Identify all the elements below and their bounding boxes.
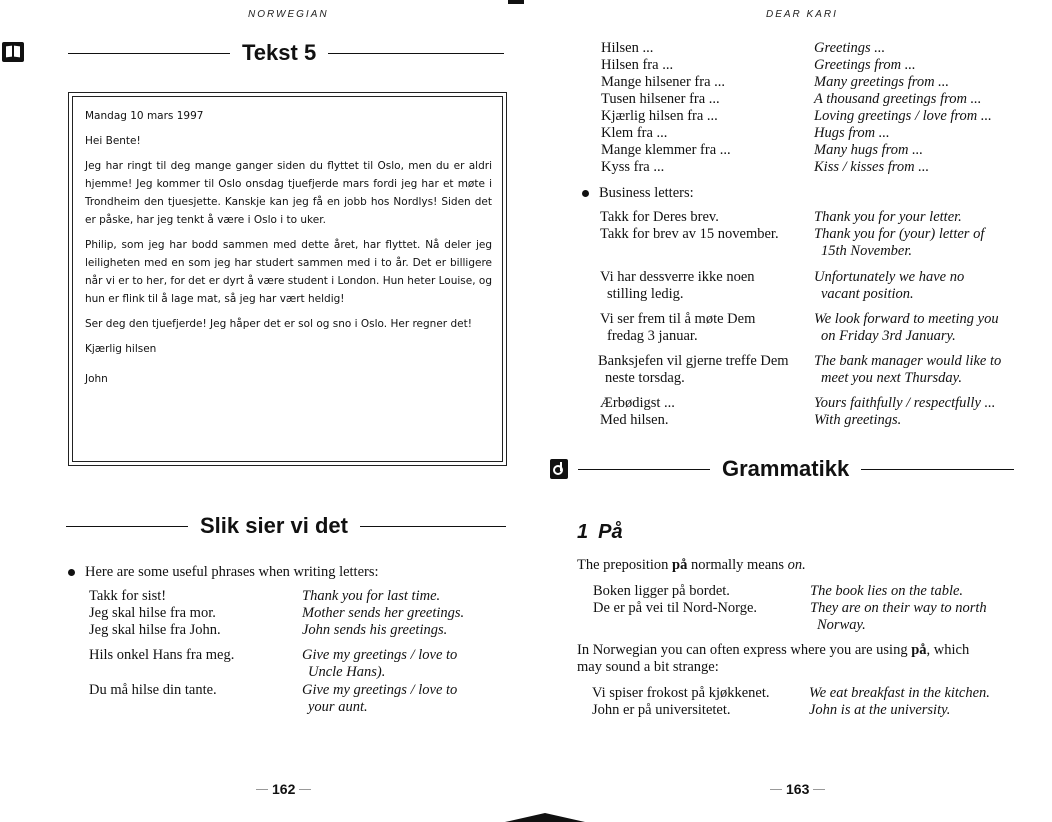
phrase-norwegian: John er på universitetet. — [592, 702, 731, 718]
letter-signature: John — [85, 373, 108, 385]
phrase-row — [600, 395, 1001, 412]
phrases-intro — [68, 564, 379, 581]
phrase-english-line: We look forward to meeting you — [814, 311, 999, 327]
phrase-english: Yours faithfully / respectfully ... — [814, 395, 996, 411]
pa-intro-text: The preposition — [577, 557, 669, 573]
phrase-english: With greetings. — [814, 412, 902, 428]
open-book-icon — [2, 42, 24, 62]
phrase-english: Many greetings from ... — [814, 74, 950, 90]
phrase-row — [592, 702, 990, 719]
phrase-norwegian-line: fredag 3 januar. — [607, 328, 698, 344]
phrase-norwegian-line: stilling ledig. — [607, 286, 684, 302]
phrases-list — [89, 588, 464, 716]
page-number-left — [252, 781, 315, 797]
phrase-norwegian: Takk for sist! — [89, 588, 167, 604]
running-head-right: DEAR KARI — [766, 9, 838, 20]
pa-examples-1 — [593, 583, 987, 634]
pa-paragraph-2 — [577, 642, 1027, 676]
left-page — [0, 0, 520, 822]
phrase-row — [601, 40, 992, 57]
business-phrases-list — [600, 209, 1001, 429]
phrase-english-line: Give my greetings / love to — [302, 647, 458, 663]
heading-rule-left — [578, 469, 710, 470]
phrase-english: A thousand greetings from ... — [814, 91, 982, 107]
tekst-heading — [68, 40, 504, 66]
business-intro-text: Business letters: — [599, 185, 694, 201]
page-number-dash — [813, 789, 825, 790]
section-title: Grammatikk — [722, 456, 850, 481]
phrase-row — [601, 91, 992, 108]
phrase-row — [593, 600, 987, 634]
phrase-norwegian — [598, 353, 814, 387]
phrase-english: Greetings ... — [814, 40, 886, 56]
phrase-english: Loving greetings / love from ... — [814, 108, 992, 124]
phrase-row — [601, 142, 992, 159]
phrases-intro-text: Here are some useful phrases when writing letters: — [85, 564, 379, 580]
letter-body — [72, 96, 503, 462]
phrase-norwegian — [600, 269, 814, 303]
phrase-row — [89, 647, 464, 681]
phrase-norwegian: Hils onkel Hans fra meg. — [89, 647, 235, 663]
letter-closing: Kjærlig hilsen — [85, 343, 157, 355]
subsection-title: På — [598, 521, 623, 543]
phrase-english-line: Norway. — [817, 617, 866, 633]
phrase-row — [601, 159, 992, 176]
letter-paragraph: Philip, som jeg har bodd sammen med dette året, har flyttet. Nå deler jeg leiligheten med en som jeg har studert sammen med i to år. Det er billigere når vi er to her, for det er dyrt å være student i London. Hun heter Louise, og hun er flink til å lage mat, så jeg har vært heldig! — [85, 239, 492, 305]
pa-intro-text: normally means — [691, 557, 785, 573]
phrase-row — [593, 583, 987, 600]
phrase-norwegian: Du må hilse din tante. — [89, 682, 217, 698]
phrase-norwegian: Med hilsen. — [600, 412, 669, 428]
heading-rule-right — [328, 53, 504, 54]
letter-greeting: Hei Bente! — [85, 135, 141, 147]
bullet-icon — [68, 569, 75, 576]
pa-paragraph-text: may sound a bit strange: — [577, 659, 719, 675]
phrase-row — [600, 269, 1001, 303]
phrase-norwegian: Klem fra ... — [601, 125, 668, 141]
phrase-english — [814, 269, 964, 303]
phrase-row — [89, 682, 464, 716]
phrase-norwegian: Takk for brev av 15 november. — [600, 226, 779, 242]
phrase-row — [601, 57, 992, 74]
business-intro — [582, 185, 694, 202]
phrase-english-line: vacant position. — [821, 286, 914, 302]
phrase-english: John sends his greetings. — [302, 622, 448, 638]
phrase-norwegian: Mange hilsener fra ... — [601, 74, 726, 90]
phrase-norwegian: Hilsen ... — [601, 40, 654, 56]
phrase-norwegian: Kyss fra ... — [601, 159, 665, 175]
heading-rule-left — [66, 526, 188, 527]
phrase-row — [600, 209, 1001, 226]
running-head-left: NORWEGIAN — [248, 9, 329, 20]
phrase-english: Mother sends her greetings. — [302, 605, 465, 621]
section-title: Tekst 5 — [242, 40, 317, 65]
phrase-row — [601, 74, 992, 91]
handwritten-letter — [68, 92, 507, 466]
page-number-dash — [256, 789, 268, 790]
bullet-icon — [582, 190, 589, 197]
subsection-number: 1 — [577, 521, 589, 543]
phrase-norwegian-line: neste torsdag. — [605, 370, 685, 386]
phrase-norwegian-line: Vi har dessverre ikke noen — [600, 269, 755, 285]
phrases-heading — [66, 513, 506, 539]
phrase-norwegian: Jeg skal hilse fra John. — [89, 622, 221, 638]
pa-intro — [577, 557, 1027, 574]
phrase-english: The book lies on the table. — [810, 583, 964, 599]
phrase-norwegian: Kjærlig hilsen fra ... — [601, 108, 718, 124]
letter-paragraph: Jeg har ringt til deg mange ganger siden du flyttet til Oslo, men du er aldri hjemme! Jeg kommer til Oslo onsdag tjuefjerde mars fordi jeg har et møte i Trondheim den tjuesjette. Kanskje kan jeg få en jobb hos Nordlys! Siden det er påske, har jeg tenkt å være i Oslo i to uker. — [85, 160, 492, 226]
phrase-norwegian: Vi spiser frokost på kjøkkenet. — [592, 685, 770, 701]
phrase-english-line: Uncle Hans). — [308, 664, 386, 680]
phrase-english — [814, 226, 984, 260]
phrase-norwegian: Tusen hilsener fra ... — [601, 91, 720, 107]
phrase-english-line: 15th November. — [821, 243, 913, 259]
section-title: Slik sier vi det — [200, 513, 348, 538]
phrase-english: Thank you for last time. — [302, 588, 441, 604]
closings-list — [601, 40, 992, 176]
phrase-norwegian: Boken ligger på bordet. — [593, 583, 730, 599]
phrase-norwegian: Takk for Deres brev. — [600, 209, 719, 225]
phrase-english: Greetings from ... — [814, 57, 916, 73]
pa-paragraph-text: In Norwegian you can often express where you are using — [577, 642, 908, 658]
phrase-row — [601, 108, 992, 125]
subsection-heading — [577, 521, 623, 544]
phrase-norwegian-line: Banksjefen vil gjerne treffe Dem — [598, 353, 789, 369]
phrase-norwegian: Hilsen fra ... — [601, 57, 674, 73]
page-number-right — [766, 781, 829, 797]
phrase-english-line: Thank you for (your) letter of — [814, 226, 985, 242]
phrase-english: We eat breakfast in the kitchen. — [809, 685, 990, 701]
heading-rule-right — [360, 526, 506, 527]
phrase-row — [600, 412, 1001, 429]
phrase-norwegian: Mange klemmer fra ... — [601, 142, 731, 158]
phrase-english-line: on Friday 3rd January. — [821, 328, 956, 344]
phrase-row — [89, 622, 464, 639]
letter-date: Mandag 10 mars 1997 — [85, 110, 204, 122]
phrase-row — [601, 125, 992, 142]
phrase-english-line: meet you next Thursday. — [821, 370, 962, 386]
phrase-norwegian: De er på vei til Nord-Norge. — [593, 600, 758, 616]
phrase-norwegian-line: Vi ser frem til å møte Dem — [600, 311, 756, 327]
phrase-english: Many hugs from ... — [814, 142, 924, 158]
grammar-heading — [578, 456, 1014, 482]
phrase-english-line: your aunt. — [308, 699, 368, 715]
phrase-norwegian: Jeg skal hilse fra mor. — [89, 605, 216, 621]
phrase-english — [302, 682, 457, 716]
heading-rule-left — [68, 53, 230, 54]
page-number-text: 162 — [272, 781, 296, 797]
phrase-english-line: Unfortunately we have no — [814, 269, 965, 285]
pa-paragraph-text: , which — [926, 642, 970, 658]
phrase-row — [598, 353, 1001, 387]
phrase-english-line: Give my greetings / love to — [302, 682, 458, 698]
phrase-english: Thank you for your letter. — [814, 209, 962, 225]
phrase-english — [814, 353, 1001, 387]
grammar-icon — [550, 459, 568, 479]
pa-paragraph-bold: på — [911, 642, 927, 658]
phrase-english — [814, 311, 999, 345]
phrase-english: Kiss / kisses from ... — [814, 159, 930, 175]
heading-rule-right — [861, 469, 1014, 470]
phrase-english-line: The bank manager would like to — [814, 353, 1002, 369]
phrase-english: Hugs from ... — [814, 125, 890, 141]
pa-intro-italic: on. — [787, 557, 806, 573]
letter-paragraph: Ser deg den tjuefjerde! Jeg håper det er sol og sno i Oslo. Her regner det! — [85, 318, 472, 330]
pa-examples-2 — [592, 685, 990, 719]
phrase-norwegian: Ærbødigst ... — [600, 395, 675, 411]
right-page — [530, 0, 1052, 822]
phrase-english — [302, 647, 457, 681]
phrase-row — [600, 311, 1001, 345]
phrase-english: John is at the university. — [809, 702, 951, 718]
phrase-norwegian — [600, 311, 814, 345]
page-number-dash — [299, 789, 311, 790]
page-number-dash — [770, 789, 782, 790]
page-number-text: 163 — [786, 781, 810, 797]
phrase-row — [600, 226, 1001, 260]
phrase-english-line: They are on their way to north — [810, 600, 987, 616]
phrase-row — [592, 685, 990, 702]
pa-intro-bold: på — [672, 557, 688, 573]
phrase-english — [810, 600, 987, 634]
phrase-row — [89, 605, 464, 622]
phrase-row — [89, 588, 464, 605]
